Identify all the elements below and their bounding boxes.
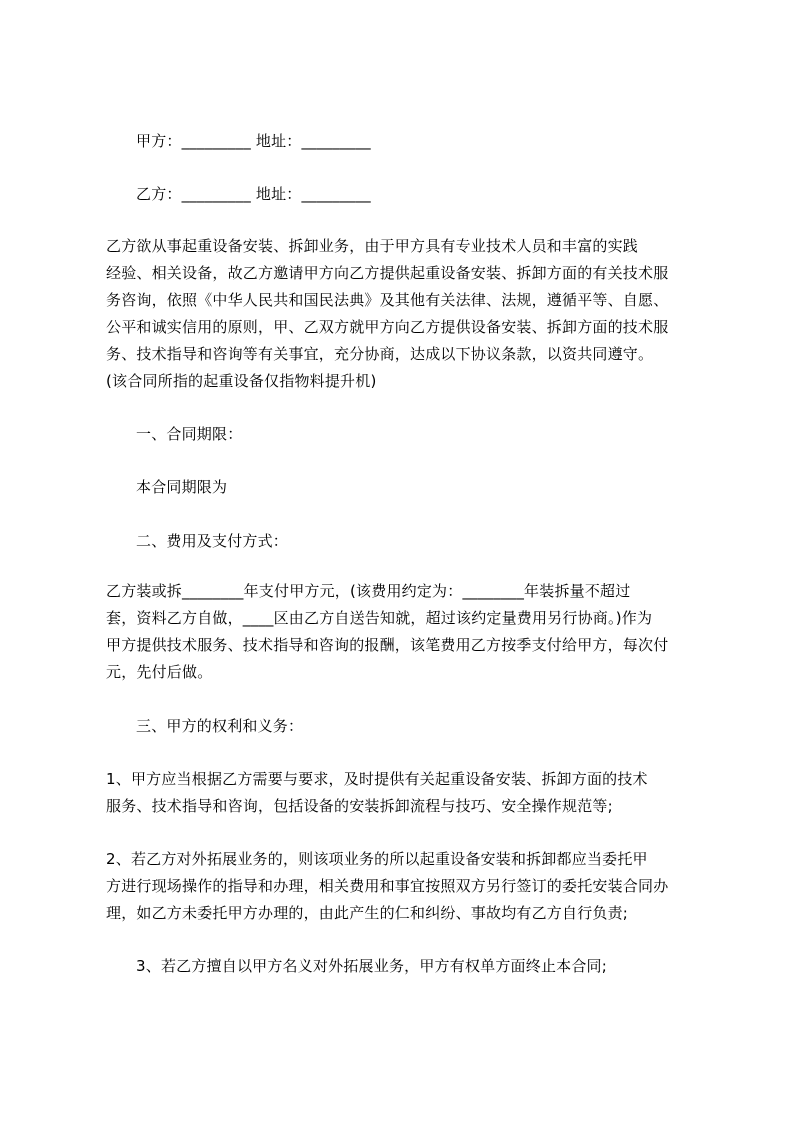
party-a-line: 甲方：_________ 地址：_________	[136, 132, 371, 150]
preamble-line: 务咨询，依照《中华人民共和国民法典》及其他有关法律、法规，遵循平等、自愿、	[106, 291, 669, 309]
preamble-line: 乙方欲从事起重设备安装、拆卸业务，由于甲方具有专业技术人员和丰富的实践	[106, 237, 639, 255]
section2-line: 甲方提供技术服务、技术指导和咨询的报酬，该笔费用乙方按季支付给甲方，每次付	[106, 636, 669, 654]
section2-line: 套，资料乙方自做，____区由乙方自送告知就，超过该约定量费用另行协商。)作为	[106, 609, 653, 627]
section3-heading: 三、甲方的权利和义务：	[136, 717, 304, 735]
preamble-line: 务、技术指导和咨询等有关事宜，充分协商，达成以下协议条款，以资共同遵守。	[106, 345, 654, 363]
section2-paragraph	[106, 578, 696, 686]
clause1-paragraph	[106, 766, 696, 820]
section1-heading: 一、合同期限：	[136, 425, 243, 443]
clause2-line: 2、若乙方对外拓展业务的，则该项业务的所以起重设备安装和拆卸都应当委托甲	[106, 850, 648, 868]
party-b-line: 乙方：_________ 地址：_________	[136, 185, 371, 203]
section2-heading: 二、费用及支付方式：	[136, 532, 289, 550]
section2-line: 元，先付后做。	[106, 663, 213, 681]
clause2-paragraph	[106, 846, 696, 927]
clause3-line: 3、若乙方擅自以甲方名义对外拓展业务，甲方有权单方面终止本合同;	[136, 957, 608, 975]
preamble-line: 公平和诚实信用的原则，甲、乙双方就甲方向乙方提供设备安装、拆卸方面的技术服	[106, 318, 669, 336]
preamble-paragraph	[106, 233, 696, 395]
clause1-line: 服务、技术指导和咨询，包括设备的安装拆卸流程与技巧、安全操作规范等;	[106, 797, 613, 815]
section1-body: 本合同期限为	[136, 478, 228, 496]
section2-line: 乙方装或拆________年支付甲方元，(该费用约定为：________年装拆量不超过	[106, 582, 631, 600]
preamble-line: 经验、相关设备，故乙方邀请甲方向乙方提供起重设备安装、拆卸方面的有关技术服	[106, 264, 669, 282]
clause2-line: 方进行现场操作的指导和办理，相关费用和事宜按照双方另行签订的委托安装合同办	[106, 877, 669, 895]
preamble-line: (该合同所指的起重设备仅指物料提升机)	[106, 372, 377, 390]
clause1-line: 1、甲方应当根据乙方需要与要求，及时提供有关起重设备安装、拆卸方面的技术	[106, 770, 648, 788]
clause2-line: 理，如乙方未委托甲方办理的，由此产生的仁和纠纷、事故均有乙方自行负责;	[106, 904, 629, 922]
